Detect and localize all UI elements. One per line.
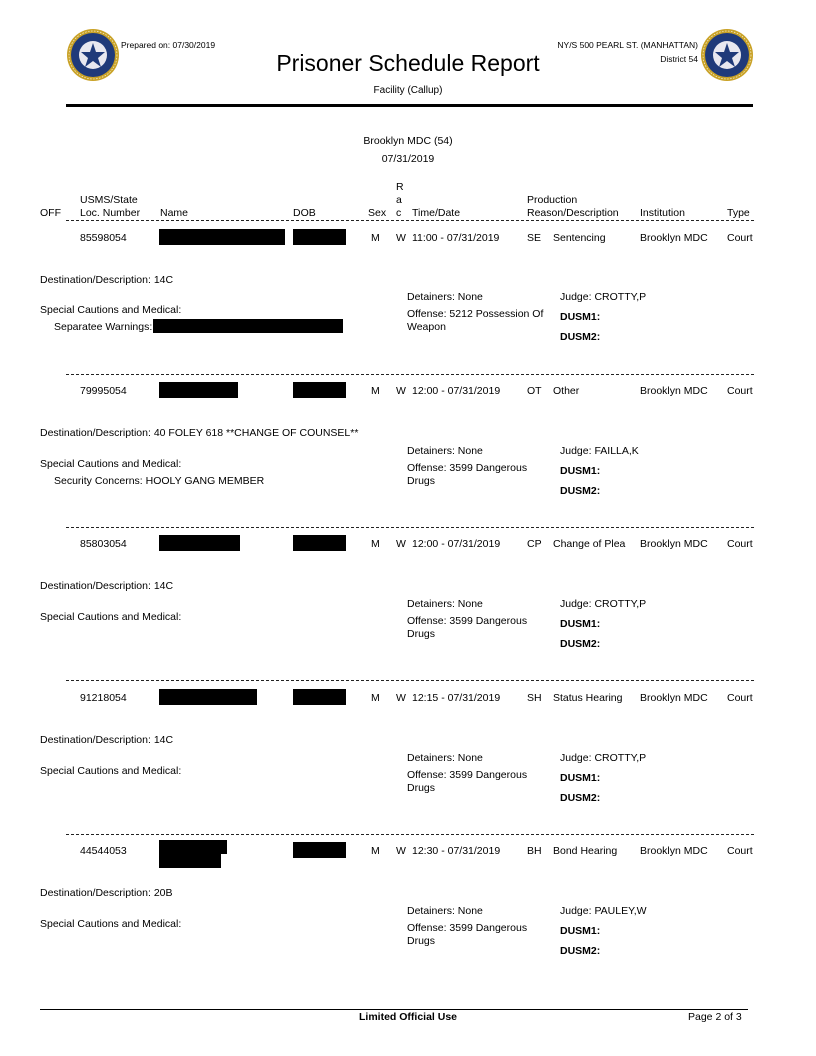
classification-label: Limited Official Use — [358, 1011, 458, 1023]
col-name: Name — [160, 207, 189, 219]
record-type: Court — [727, 232, 753, 244]
col-institution: Institution — [640, 207, 685, 219]
schedule-date: 07/31/2019 — [381, 153, 435, 165]
detainers-line — [407, 752, 483, 764]
record-type: Court — [727, 385, 753, 397]
destination-label: Destination/Description: — [40, 887, 151, 899]
record-loc-number: 79995054 — [80, 385, 127, 397]
record-reason-code: BH — [527, 845, 542, 857]
record-reason: Change of Plea — [553, 538, 626, 550]
offense-block — [407, 462, 552, 488]
page-title: Prisoner Schedule Report — [276, 50, 540, 76]
destination-label: Destination/Description: — [40, 734, 151, 746]
record-loc-number: 91218054 — [80, 692, 127, 704]
detainers-value: None — [457, 445, 483, 457]
office-address: NY/S 500 PEARL ST. (MANHATTAN) — [557, 40, 698, 50]
judge-line — [560, 445, 639, 457]
col-production-line2: Reason/Description — [527, 207, 619, 219]
dusm2-label: DUSM2: — [560, 792, 601, 804]
col-time-date: Time/Date — [412, 207, 461, 219]
offense-label: Offense: — [407, 308, 447, 320]
destination-value: 40 FOLEY 618 **CHANGE OF COUNSEL** — [153, 427, 359, 439]
col-usms-line1: USMS/State — [80, 194, 138, 206]
redacted-name — [159, 382, 238, 398]
col-race-2: a — [396, 194, 402, 206]
record-sex: M — [371, 232, 380, 244]
record-time: 12:00 - 07/31/2019 — [412, 385, 501, 397]
detainers-value: None — [457, 752, 483, 764]
offense-block — [407, 922, 552, 948]
detainers-value: None — [457, 905, 483, 917]
offense-block — [407, 769, 552, 795]
judge-line — [560, 752, 646, 764]
destination-value: 14C — [153, 274, 174, 286]
offense-value: 3599 Dangerous Drugs — [407, 769, 528, 794]
record-sex: M — [371, 845, 380, 857]
record-institution: Brooklyn MDC — [640, 692, 708, 704]
record-time: 12:00 - 07/31/2019 — [412, 538, 501, 550]
record-sex: M — [371, 538, 380, 550]
redacted-separatee — [153, 319, 343, 333]
record-institution: Brooklyn MDC — [640, 232, 708, 244]
record-reason-code: OT — [527, 385, 542, 397]
offense-label: Offense: — [407, 615, 447, 627]
col-production-line1: Production — [527, 194, 578, 206]
special-cautions-label: Special Cautions and Medical: — [40, 458, 182, 470]
header-divider — [66, 220, 754, 221]
redacted-name-2 — [159, 854, 221, 868]
detainers-label: Detainers: — [407, 445, 455, 457]
redacted-dob — [293, 229, 346, 245]
prepared-on: Prepared on: 07/30/2019 — [121, 40, 216, 50]
judge-label: Judge: — [560, 445, 592, 457]
record-reason-code: SH — [527, 692, 542, 704]
detainers-line — [407, 445, 483, 457]
destination-line — [40, 580, 173, 592]
redacted-dob — [293, 382, 346, 398]
caution-text: Separatee Warnings: — [54, 321, 153, 333]
district-number: District 54 — [660, 54, 698, 64]
judge-line — [560, 598, 646, 610]
detainers-line — [407, 598, 483, 610]
record-divider — [66, 374, 754, 375]
record-loc-number: 85803054 — [80, 538, 127, 550]
judge-value: PAULEY,W — [594, 905, 647, 917]
dusm2-label: DUSM2: — [560, 945, 601, 957]
destination-line — [40, 274, 173, 286]
footer-rule — [40, 1009, 748, 1010]
record-reason-code: CP — [527, 538, 542, 550]
judge-label: Judge: — [560, 291, 592, 303]
offense-value: 3599 Dangerous Drugs — [407, 462, 528, 487]
offense-value: 3599 Dangerous Drugs — [407, 922, 528, 947]
record-divider — [66, 834, 754, 835]
col-race-3: c — [396, 207, 402, 219]
destination-label: Destination/Description: — [40, 274, 151, 286]
destination-line — [40, 427, 358, 439]
judge-label: Judge: — [560, 905, 592, 917]
judge-value: FAILLA,K — [594, 445, 639, 457]
dusm2-label: DUSM2: — [560, 485, 601, 497]
detainers-value: None — [457, 598, 483, 610]
detainers-line — [407, 905, 483, 917]
dusm2-label: DUSM2: — [560, 331, 601, 343]
offense-block — [407, 308, 552, 334]
redacted-dob — [293, 535, 346, 551]
detainers-label: Detainers: — [407, 598, 455, 610]
record-sex: M — [371, 385, 380, 397]
record-institution: Brooklyn MDC — [640, 845, 708, 857]
special-cautions-label: Special Cautions and Medical: — [40, 918, 182, 930]
detainers-line — [407, 291, 483, 303]
record-time: 12:15 - 07/31/2019 — [412, 692, 501, 704]
col-race-1: R — [396, 181, 404, 193]
redacted-name — [159, 229, 285, 245]
detainers-value: None — [457, 291, 483, 303]
record-divider — [66, 527, 754, 528]
record-loc-number: 85598054 — [80, 232, 127, 244]
offense-label: Offense: — [407, 922, 447, 934]
destination-value: 20B — [153, 887, 173, 899]
detainers-label: Detainers: — [407, 752, 455, 764]
judge-label: Judge: — [560, 598, 592, 610]
special-cautions-label: Special Cautions and Medical: — [40, 765, 182, 777]
dusm1-label: DUSM1: — [560, 772, 601, 784]
dusm1-label: DUSM1: — [560, 311, 601, 323]
detainers-label: Detainers: — [407, 905, 455, 917]
destination-line — [40, 887, 173, 899]
record-type: Court — [727, 538, 753, 550]
col-type: Type — [727, 207, 750, 219]
record-type: Court — [727, 692, 753, 704]
page-number: Page 2 of 3 — [688, 1011, 742, 1023]
judge-line — [560, 291, 646, 303]
record-reason: Status Hearing — [553, 692, 623, 704]
redacted-dob — [293, 689, 346, 705]
special-cautions-label: Special Cautions and Medical: — [40, 611, 182, 623]
judge-value: CROTTY,P — [594, 752, 647, 764]
facility-name: Brooklyn MDC (54) — [363, 135, 453, 147]
offense-value: 3599 Dangerous Drugs — [407, 615, 528, 640]
record-institution: Brooklyn MDC — [640, 538, 708, 550]
redacted-name — [159, 689, 257, 705]
caution-text: Security Concerns: HOOLY GANG MEMBER — [54, 475, 265, 487]
record-time: 11:00 - 07/31/2019 — [412, 232, 500, 244]
header-rule — [66, 104, 753, 107]
record-reason: Other — [553, 385, 580, 397]
dusm1-label: DUSM1: — [560, 925, 601, 937]
record-divider — [66, 680, 754, 681]
judge-label: Judge: — [560, 752, 592, 764]
record-loc-number: 44544053 — [80, 845, 127, 857]
record-reason-code: SE — [527, 232, 542, 244]
redacted-dob — [293, 842, 346, 858]
dusm1-label: DUSM1: — [560, 618, 601, 630]
record-reason: Bond Hearing — [553, 845, 618, 857]
judge-line — [560, 905, 647, 917]
record-time: 12:30 - 07/31/2019 — [412, 845, 501, 857]
record-race: W — [396, 845, 406, 857]
record-reason: Sentencing — [553, 232, 606, 244]
record-race: W — [396, 232, 406, 244]
offense-label: Offense: — [407, 462, 447, 474]
detainers-label: Detainers: — [407, 291, 455, 303]
col-usms-line2: Loc. Number — [80, 207, 141, 219]
record-race: W — [396, 692, 406, 704]
record-sex: M — [371, 692, 380, 704]
redacted-name — [159, 840, 227, 854]
destination-label: Destination/Description: — [40, 427, 151, 439]
special-cautions-label: Special Cautions and Medical: — [40, 304, 182, 316]
col-dob: DOB — [293, 207, 316, 219]
record-race: W — [396, 385, 406, 397]
destination-value: 14C — [153, 734, 174, 746]
destination-value: 14C — [153, 580, 174, 592]
col-off: OFF — [40, 207, 61, 219]
redacted-name — [159, 535, 240, 551]
judge-value: CROTTY,P — [594, 598, 647, 610]
destination-label: Destination/Description: — [40, 580, 151, 592]
destination-line — [40, 734, 173, 746]
record-race: W — [396, 538, 406, 550]
offense-block — [407, 615, 552, 641]
judge-value: CROTTY,P — [594, 291, 647, 303]
col-sex: Sex — [368, 207, 387, 219]
dusm2-label: DUSM2: — [560, 638, 601, 650]
record-type: Court — [727, 845, 753, 857]
dusm1-label: DUSM1: — [560, 465, 601, 477]
record-institution: Brooklyn MDC — [640, 385, 708, 397]
offense-label: Offense: — [407, 769, 447, 781]
report-subtitle: Facility (Callup) — [373, 85, 443, 96]
offense-value: 5212 Possession Of Weapon — [407, 308, 544, 333]
